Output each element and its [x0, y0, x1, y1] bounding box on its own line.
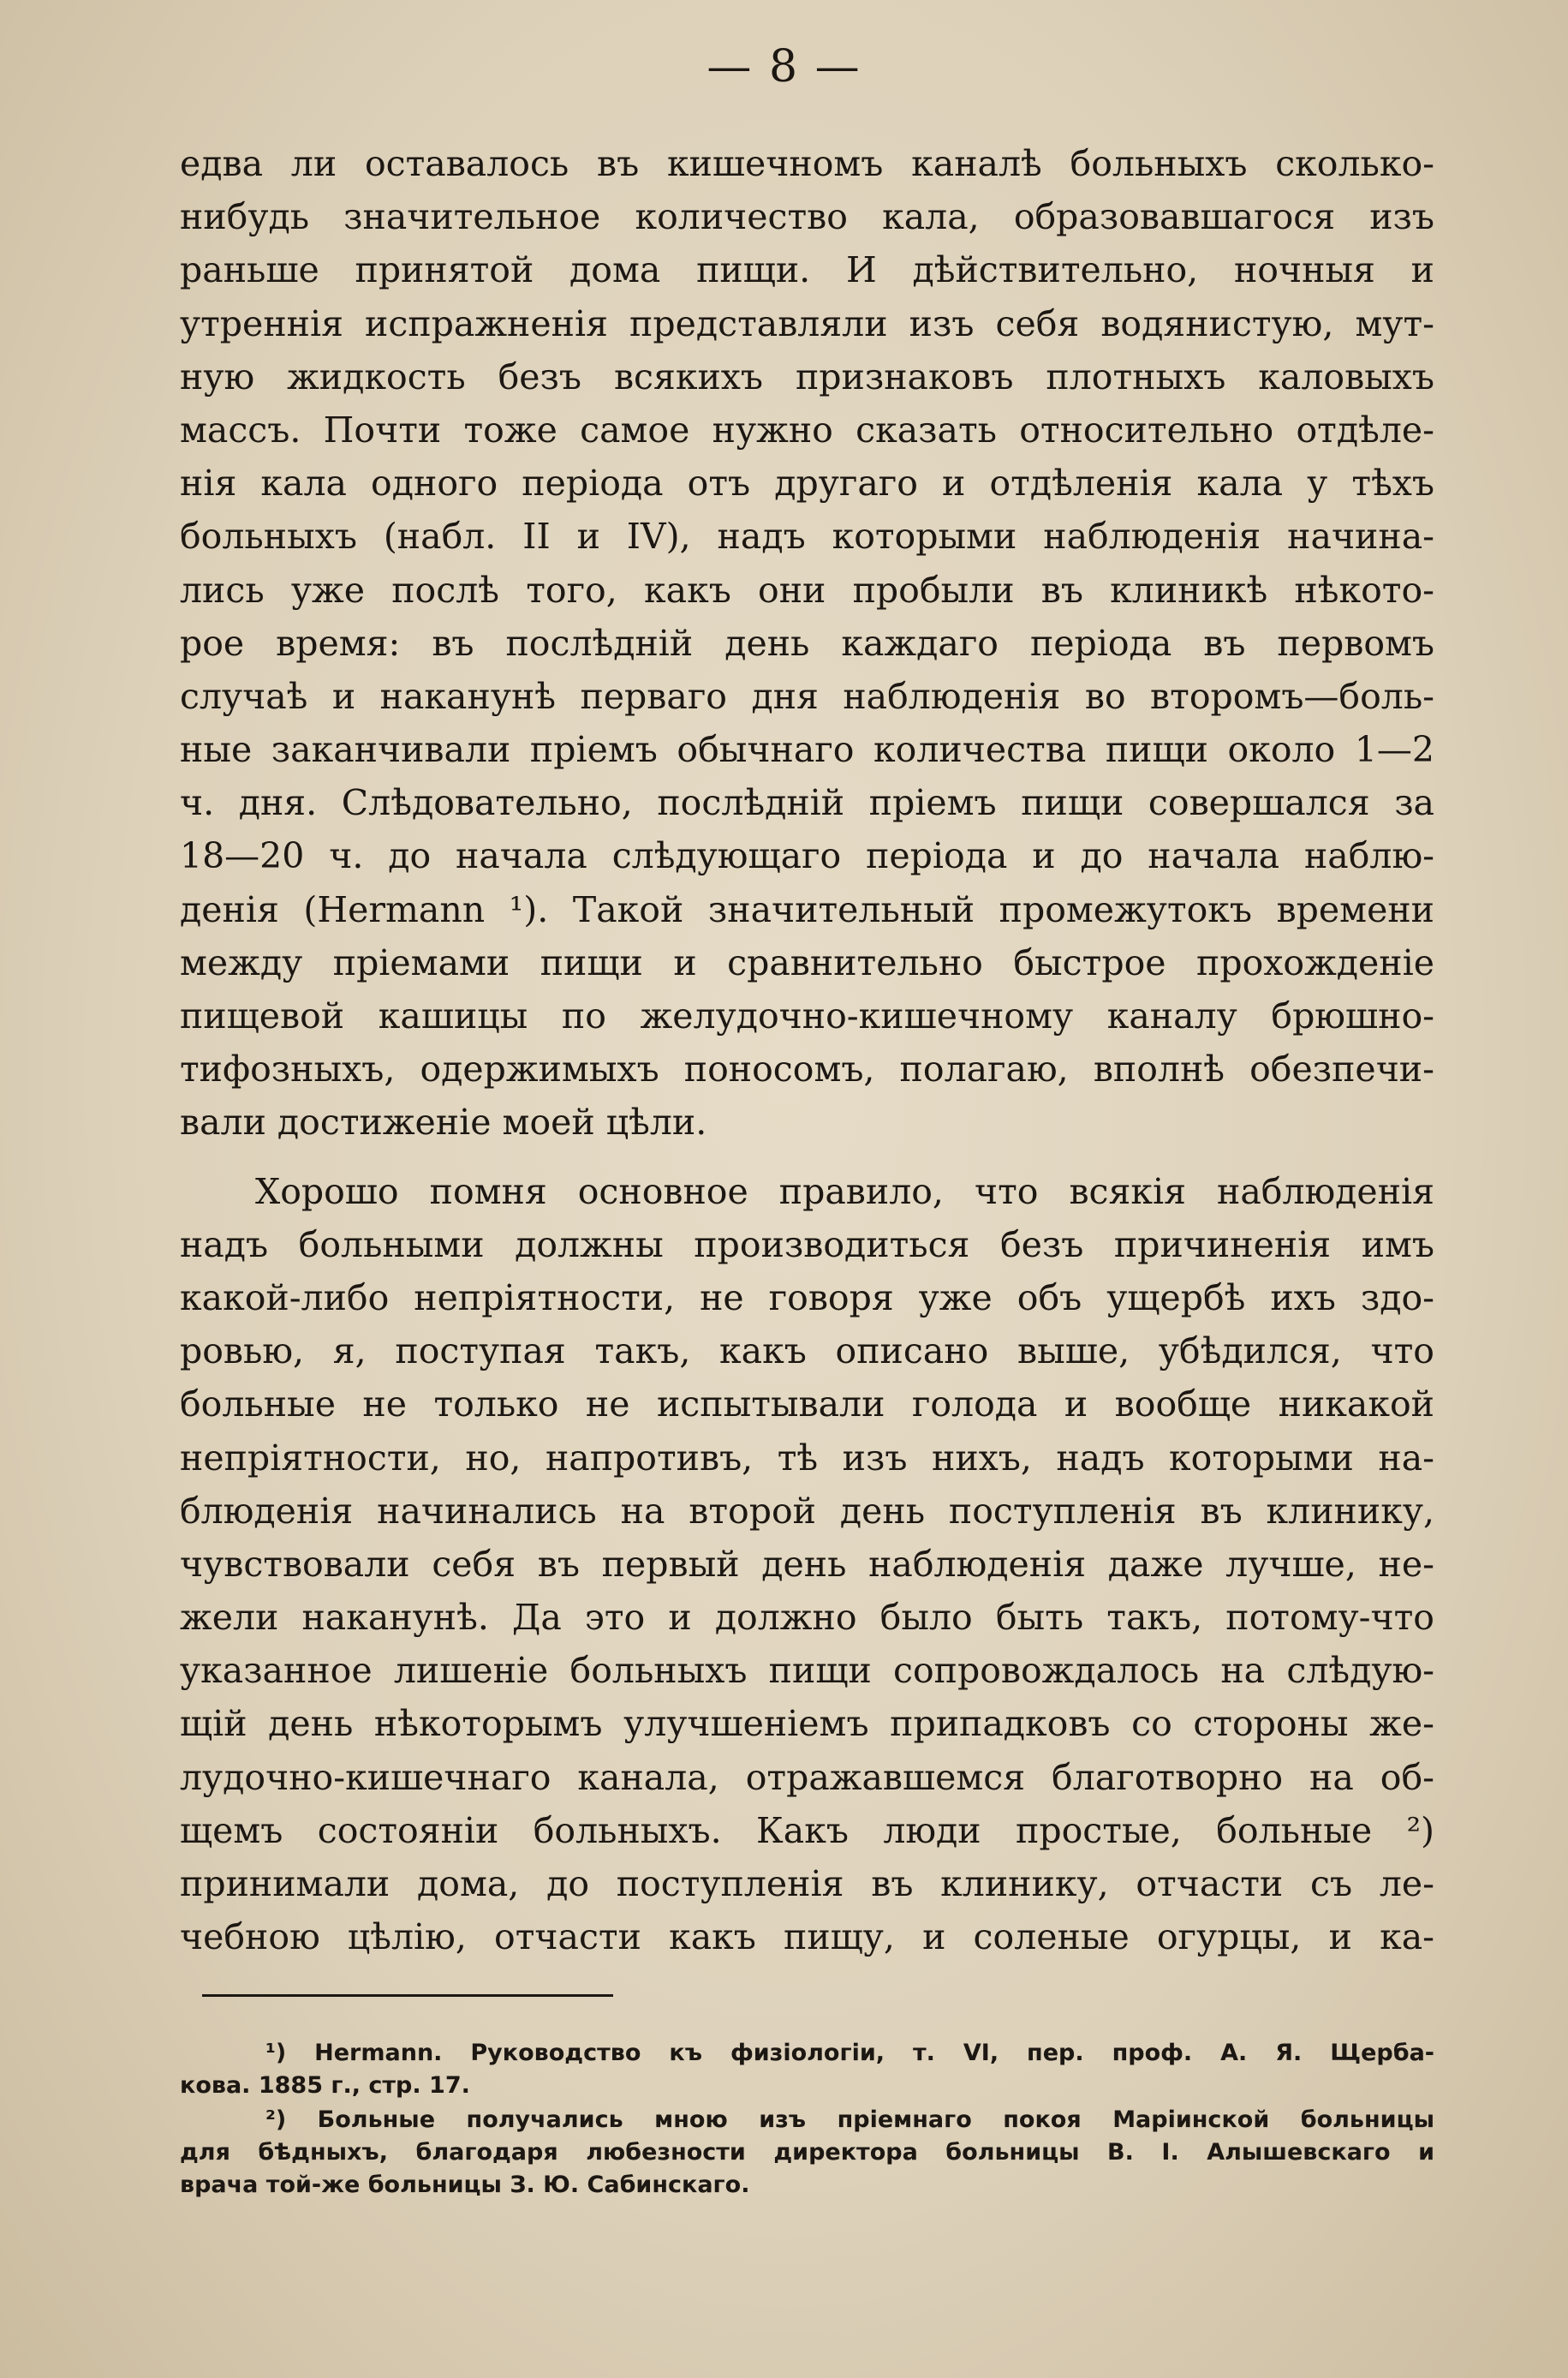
footnotes	[180, 2037, 1434, 2202]
text-line: нибудь значительное количество кала, образовавшагося изъ	[180, 196, 1434, 238]
text-line: ную жидкость безъ всякихъ признаковъ плотныхъ каловыхъ	[180, 356, 1434, 397]
footnote-2	[180, 2104, 1434, 2202]
text-line: раньше принятой дома пищи. И дѣйствительно, ночныя и	[180, 249, 1434, 291]
text-line: ные заканчивали пріемъ обычнаго количества пищи около 1—2	[180, 729, 1434, 771]
footnote-divider	[202, 1994, 613, 1997]
text-line: какой-либо непріятности, не говоря уже объ ущербѣ ихъ здо-	[180, 1276, 1434, 1318]
text-line: чувствовали себя въ первый день наблюденія даже лучше, не-	[180, 1543, 1434, 1585]
text-line: жели наканунѣ. Да это и должно было быть такъ, потому-что	[180, 1597, 1434, 1639]
text-line: непріятности, но, напротивъ, тѣ изъ нихъ, надъ которыми на-	[180, 1437, 1434, 1479]
body-text	[180, 137, 1434, 1963]
text-line: ч. дня. Слѣдовательно, послѣдній пріемъ пищи совершался за	[180, 782, 1434, 824]
text-line: пищевой кашицы по желудочно-кишечному каналу брюшно-	[180, 995, 1434, 1037]
text-line: щій день нѣкоторымъ улучшеніемъ припадковъ со стороны же-	[180, 1703, 1434, 1745]
footnote-line: ¹) Hermann. Руководство къ физіологіи, т. VI, пер. проф. А. Я. Щерба-	[265, 2040, 1434, 2066]
text-line: больные не только не испытывали голода и вообще никакой	[180, 1383, 1434, 1425]
footnote-1	[180, 2037, 1434, 2102]
text-line: лудочно-кишечнаго канала, отражавшемся благотворно на об-	[180, 1756, 1434, 1798]
text-line: Хорошо помня основное правило, что всякія наблюденія	[255, 1170, 1434, 1212]
footnote-line: ²) Больные получались мною изъ пріемнаго покоя Маріинской больницы	[265, 2106, 1434, 2133]
paragraph-gap	[180, 1150, 1434, 1165]
paragraph-2	[180, 1165, 1434, 1964]
text-line: чебною цѣлію, отчасти какъ пищу, и соленые огурцы, и ка-	[180, 1916, 1434, 1958]
text-line: случаѣ и наканунѣ перваго дня наблюденія во второмъ—боль-	[180, 675, 1434, 717]
text-line: больныхъ (набл. II и IV), надъ которыми наблюденія начина-	[180, 516, 1434, 558]
text-line: утреннія испражненія представляли изъ себя водянистую, мут-	[180, 302, 1434, 344]
text-line: щемъ состояніи больныхъ. Какъ люди простые, больные ²)	[180, 1809, 1434, 1851]
text-line: вали достиженіе моей цѣли.	[180, 1102, 707, 1144]
text-line: едва ли оставалось въ кишечномъ каналѣ больныхъ сколько-	[180, 143, 1434, 184]
footnote-line: для бѣдныхъ, благодаря любезности директора больницы В. I. Алышевскаго и	[180, 2139, 1434, 2166]
text-line: нія кала одного періода отъ другаго и отдѣленія кала у тѣхъ	[180, 463, 1434, 505]
text-line: принимали дома, до поступленія въ клинику, отчасти съ ле-	[180, 1863, 1434, 1904]
text-line: тифозныхъ, одержимыхъ поносомъ, полагаю, вполнѣ обезпечи-	[180, 1049, 1434, 1090]
page-number: — 8 —	[706, 41, 862, 93]
text-line: рое время: въ послѣдній день каждаго періода въ первомъ	[180, 622, 1434, 664]
text-line: 18—20 ч. до начала слѣдующаго періода и до начала наблю-	[180, 835, 1434, 877]
text-line: надъ больными должны производиться безъ причиненія имъ	[180, 1223, 1434, 1265]
text-line: блюденія начинались на второй день поступленія въ клинику,	[180, 1490, 1434, 1532]
text-line: лись уже послѣ того, какъ они пробыли въ клиникѣ нѣкото-	[180, 569, 1434, 611]
paragraph-1	[180, 137, 1434, 1150]
text-line: денія (Hermann ¹). Такой значительный промежутокъ времени	[180, 888, 1434, 930]
text-line: ровью, я, поступая такъ, какъ описано выше, убѣдился, что	[180, 1330, 1434, 1372]
footnote-line: врача той-же больницы З. Ю. Сабинскаго.	[180, 2172, 750, 2198]
text-line: указанное лишеніе больныхъ пищи сопровождалось на слѣдую-	[180, 1650, 1434, 1692]
text-line: массъ. Почти тоже самое нужно сказать относительно отдѣле-	[180, 409, 1434, 451]
footnote-line: кова. 1885 г., стр. 17.	[180, 2072, 470, 2099]
text-line: между пріемами пищи и сравнительно быстрое прохожденіе	[180, 941, 1434, 983]
